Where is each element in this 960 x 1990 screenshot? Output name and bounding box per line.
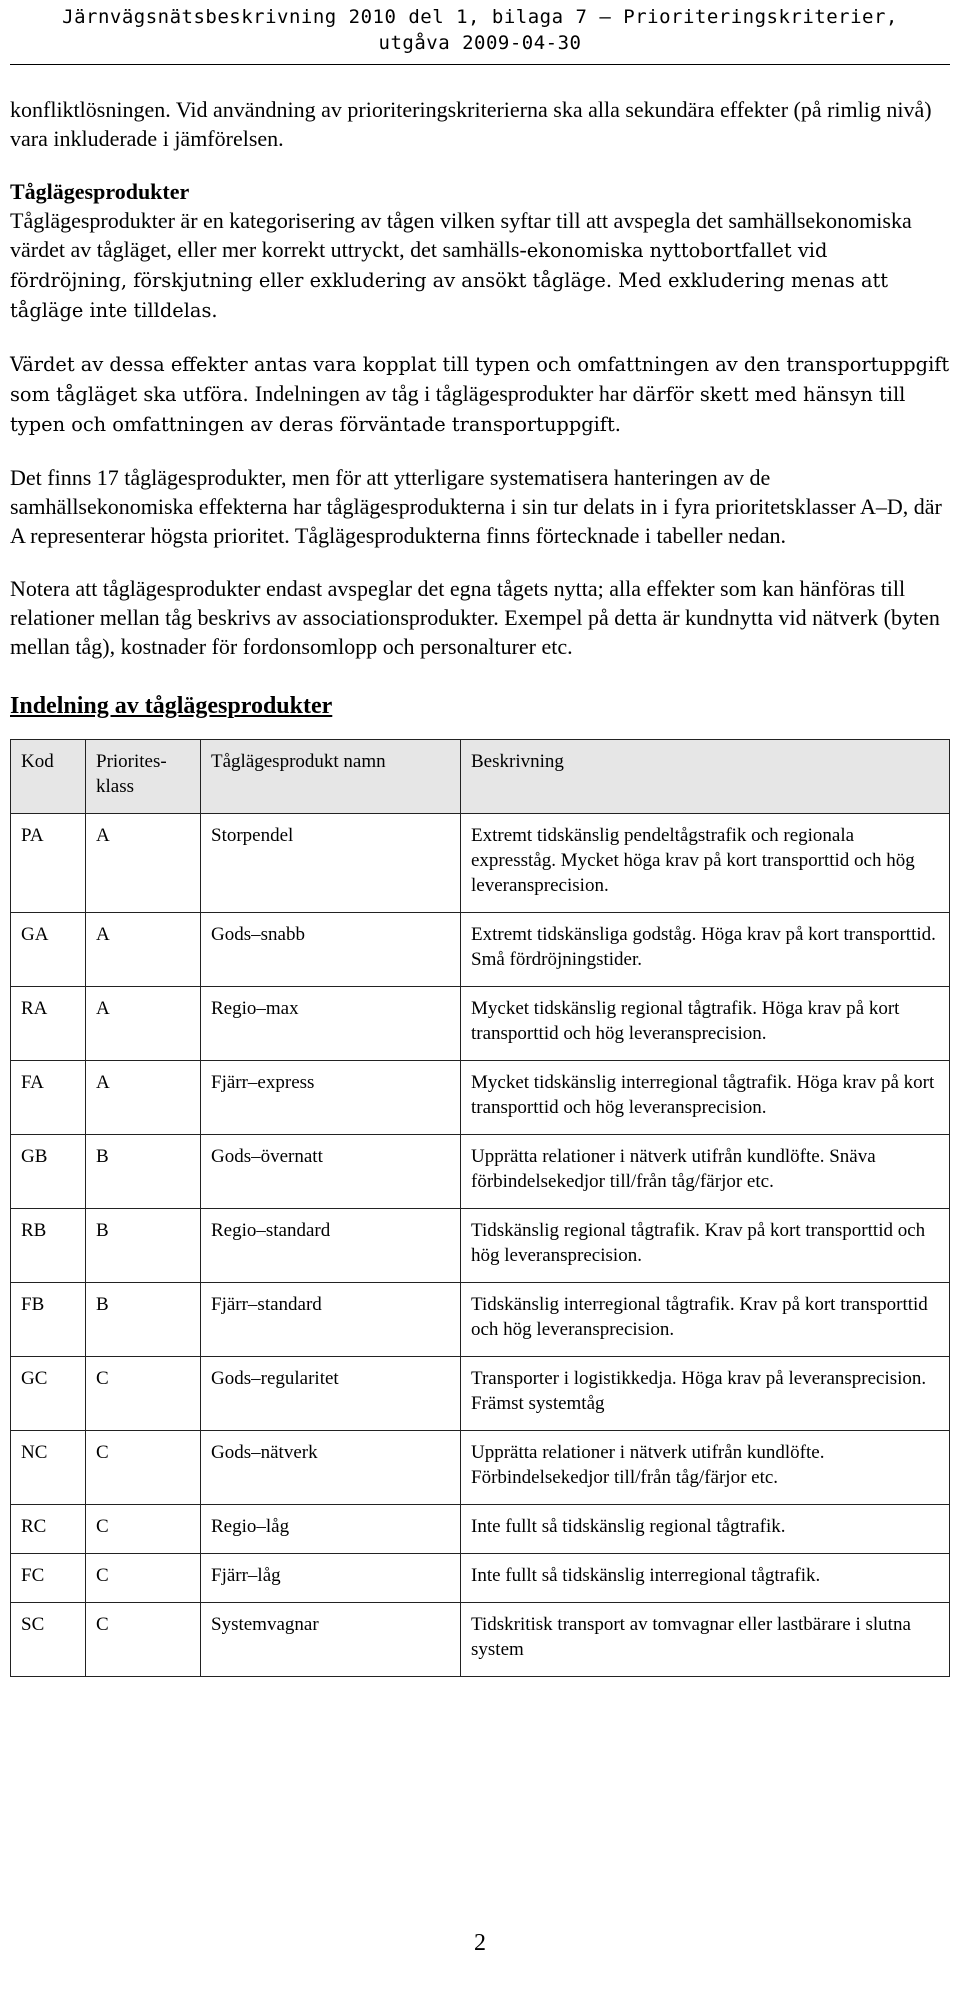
table-row [11, 1505, 950, 1554]
cell-kod: FC [11, 1554, 86, 1603]
cell-namn: Fjärr–låg [201, 1554, 461, 1603]
paragraph-conflict-resolution: konfliktlösningen. Vid användning av prioriteringskriterierna ska alla sekundära effekter (på rimlig nivå) vara inkluderade i jämförelsen. [10, 97, 932, 151]
cell-kod: GB [11, 1135, 86, 1209]
cell-beskrivning: Mycket tidskänslig interregional tågtrafik. Höga krav på kort transporttid och hög leveransprecision. [461, 1061, 950, 1135]
cell-beskrivning: Extremt tidskänslig pendeltågstrafik och regionala expresståg. Mycket höga krav på kort transporttid och hög leveransprecision. [461, 814, 950, 913]
column-header-prioritetsklass: Priorites-klass [86, 740, 201, 814]
cell-klass: C [86, 1505, 201, 1554]
cell-beskrivning: Tidskänslig interregional tågtrafik. Krav på kort transporttid och hög leveransprecision. [461, 1283, 950, 1357]
cell-klass: B [86, 1135, 201, 1209]
cell-kod: RA [11, 987, 86, 1061]
cell-kod: FA [11, 1061, 86, 1135]
cell-beskrivning: Upprätta relationer i nätverk utifrån kundlöfte. Förbindelsekedjor till/från tåg/färjor etc. [461, 1431, 950, 1505]
cell-beskrivning: Extremt tidskänsliga godståg. Höga krav på kort transporttid. Små fördröjningstider. [461, 913, 950, 987]
cell-kod: RC [11, 1505, 86, 1554]
column-header-namn: Tåglägesprodukt namn [201, 740, 461, 814]
cell-kod: PA [11, 814, 86, 913]
running-header [10, 0, 950, 65]
table-row [11, 1554, 950, 1603]
table-row [11, 1283, 950, 1357]
table-header-row [11, 740, 950, 814]
cell-kod: SC [11, 1603, 86, 1677]
cell-klass: C [86, 1603, 201, 1677]
cell-klass: A [86, 1061, 201, 1135]
cell-kod: NC [11, 1431, 86, 1505]
cell-namn: Systemvagnar [201, 1603, 461, 1677]
product-table [10, 739, 950, 1677]
cell-klass: A [86, 987, 201, 1061]
page-number: 2 [474, 1930, 486, 1956]
running-header-edition: utgåva 2009-04-30 [378, 32, 582, 54]
table-row [11, 814, 950, 913]
cell-beskrivning: Mycket tidskänslig regional tågtrafik. Höga krav på kort transporttid och hög leveransprecision. [461, 987, 950, 1061]
table-row [11, 1209, 950, 1283]
table-row [11, 1603, 950, 1677]
cell-beskrivning: Tidskänslig regional tågtrafik. Krav på kort transporttid och hög leveransprecision. [461, 1209, 950, 1283]
cell-namn: Fjärr–express [201, 1061, 461, 1135]
document-body [10, 65, 950, 1677]
cell-beskrivning: Inte fullt så tidskänslig interregional tågtrafik. [461, 1554, 950, 1603]
text-segment: ekonomiska nyttobortfallet vid fördröjning, förskjutning eller exkludering av ansökt tågläge. Med exkludering menas att tågläge inte tilldelas. [10, 239, 889, 322]
cell-klass: C [86, 1357, 201, 1431]
cell-namn: Gods–snabb [201, 913, 461, 987]
cell-kod: RB [11, 1209, 86, 1283]
cell-namn: Fjärr–standard [201, 1283, 461, 1357]
cell-namn: Gods–regularitet [201, 1357, 461, 1431]
cell-namn: Regio–standard [201, 1209, 461, 1283]
cell-namn: Gods–nätverk [201, 1431, 461, 1505]
cell-klass: A [86, 814, 201, 913]
paragraph-note: Notera att tåglägesprodukter endast avspeglar det egna tågets nytta; alla effekter som kan hänföras till relationer mellan tåg beskrivs av associationsprodukter. Exempel på detta är kundnytta vid nätverk (byten mellan tåg), kostnader för fordonsomlopp och personalturer etc. [10, 576, 940, 659]
cell-namn: Regio–låg [201, 1505, 461, 1554]
running-header-title: Järnvägsnätsbeskrivning 2010 del 1, bilaga 7 – Prioriteringskriterier, [62, 6, 898, 28]
cell-klass: B [86, 1209, 201, 1283]
cell-kod: GA [11, 913, 86, 987]
cell-namn: Regio–max [201, 987, 461, 1061]
cell-beskrivning: Transporter i logistikkedja. Höga krav på leveransprecision. Främst systemtåg [461, 1357, 950, 1431]
cell-klass: C [86, 1554, 201, 1603]
table-row [11, 1357, 950, 1431]
text-segment: Värdet av dessa effekter antas vara kopplat till typen och omfattningen av den transportuppgift som tågläget ska utföra. [10, 353, 950, 406]
table-row [11, 1431, 950, 1505]
paragraph-definition [10, 206, 950, 325]
column-header-beskrivning: Beskrivning [461, 740, 950, 814]
table-row [11, 1061, 950, 1135]
cell-kod: FB [11, 1283, 86, 1357]
cell-beskrivning: Inte fullt så tidskänslig regional tågtrafik. [461, 1505, 950, 1554]
column-header-kod: Kod [11, 740, 86, 814]
cell-beskrivning: Upprätta relationer i nätverk utifrån kundlöfte. Snäva förbindelsekedjor till/från tåg/färjor etc. [461, 1135, 950, 1209]
cell-beskrivning: Tidskritisk transport av tomvagnar eller lastbärare i slutna system [461, 1603, 950, 1677]
table-heading: Indelning av tåglägesprodukter [10, 693, 333, 719]
table-row [11, 1135, 950, 1209]
cell-namn: Storpendel [201, 814, 461, 913]
paragraph-priority-classes: Det finns 17 tåglägesprodukter, men för att ytterligare systematisera hanteringen av de samhällsekonomiska effekterna har tåglägesprodukterna i sin tur delats in i fyra prioritetsklasser A–D, där A representerar högsta prioritet. Tåglägesprodukterna finns förtecknade i tabeller nedan. [10, 465, 942, 548]
section-heading: Tåglägesprodukter [10, 179, 190, 204]
cell-namn: Gods–övernatt [201, 1135, 461, 1209]
table-row [11, 987, 950, 1061]
cell-kod: GC [11, 1357, 86, 1431]
cell-klass: C [86, 1431, 201, 1505]
text-segment: Tåglägesprodukter är en kategorisering av tågen vilken syftar till att avspegla det samhällsekonomiska värdet av tågläget, eller mer korrekt uttryckt, det samhälls- [10, 208, 912, 262]
table-row [11, 913, 950, 987]
text-segment: Indelningen av tåg i tåglägesprodukter har [254, 381, 633, 406]
cell-klass: A [86, 913, 201, 987]
text-segment: därför skett med hänsyn till typen och omfattningen av deras förväntade transportuppgift. [10, 383, 906, 436]
cell-klass: B [86, 1283, 201, 1357]
paragraph-value-effects [10, 349, 950, 439]
